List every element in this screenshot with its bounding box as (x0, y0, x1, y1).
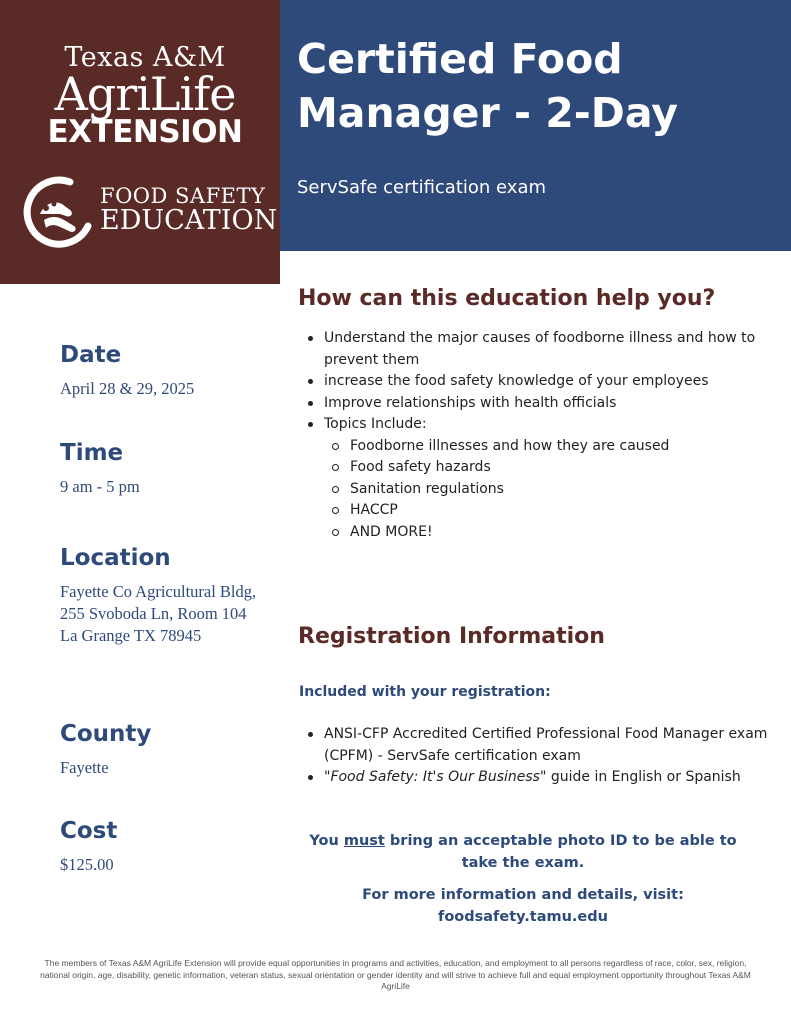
logo-line-extension: EXTENSION (47, 114, 243, 150)
list-item: Foodborne illnesses and how they are caused (324, 436, 782, 458)
topics-list (324, 436, 782, 544)
county-section (60, 721, 151, 779)
guide-description: guide in English or Spanish (546, 769, 741, 785)
guide-title: "Food Safety: It's Our Business" (324, 769, 547, 785)
page-title: Certified Food Manager - 2-Day (297, 35, 678, 137)
equal-opportunity-statement: The members of Texas A&M AgriLife Extension will provide equal opportunities in programs and activities, education, and employment to all persons regardless of race, color, sex, religion, national origin, age, disability, genetic information, veteran status, sexual orientation or gender identity and will strive to achieve full and equal employment opportunity throughout Texas A&M AgriLife (40, 958, 751, 991)
photo-id-note-post: bring an acceptable photo ID to be able to take the exam. (384, 833, 737, 871)
list-item: Understand the major causes of foodborne illness and how to prevent them (300, 328, 782, 371)
cost-label: Cost (60, 818, 118, 844)
list-item-topics (300, 414, 782, 543)
list-item: increase the food safety knowledge of your employees (300, 371, 782, 393)
time-value: 9 am - 5 pm (60, 477, 140, 496)
more-info-block (298, 884, 748, 928)
registration-heading: Registration Information (298, 624, 605, 649)
benefits-list (300, 328, 782, 543)
food-safety-hands-icon (18, 174, 96, 248)
list-item: AND MORE! (324, 522, 782, 544)
date-section (60, 342, 194, 400)
header-banner (280, 0, 791, 251)
list-item: Sanitation regulations (324, 479, 782, 501)
wordmark-food-safety: FOOD SAFETY (100, 184, 266, 208)
location-section (60, 545, 256, 647)
included-list (300, 724, 782, 789)
wordmark-education: EDUCATION (100, 205, 278, 236)
location-label: Location (60, 545, 171, 571)
topics-label: Topics Include: (324, 416, 427, 432)
list-item: ANSI-CFP Accredited Certified Professional Food Manager exam (CPFM) - ServSafe certification exam (300, 724, 782, 767)
logo-line-agrilife: AgriLife (54, 67, 236, 121)
included-label: Included with your registration: (299, 684, 551, 700)
location-value: Fayette Co Agricultural Bldg, 255 Svoboda Ln, Room 104 La Grange TX 78945 (60, 582, 257, 645)
list-item: HACCP (324, 500, 782, 522)
list-item: Food safety hazards (324, 457, 782, 479)
food-safety-education-wordmark (100, 186, 277, 234)
cost-section (60, 818, 117, 876)
logo-block (0, 0, 280, 284)
page-subtitle: ServSafe certification exam (297, 177, 547, 198)
date-label: Date (60, 342, 122, 368)
more-info-text: For more information and details, visit: (362, 887, 684, 903)
photo-id-note-emphasis: must (343, 833, 385, 849)
list-item: Improve relationships with health officials (300, 393, 782, 415)
list-item (300, 767, 782, 789)
time-label: Time (60, 440, 124, 466)
website-link[interactable]: foodsafety.tamu.edu (438, 909, 608, 925)
time-section (60, 440, 140, 498)
county-label: County (60, 721, 152, 747)
agrilife-logo (14, 44, 276, 148)
logo-line-texas-am: Texas A&M (64, 42, 226, 73)
date-value: April 28 & 29, 2025 (60, 379, 195, 398)
county-value: Fayette (60, 758, 109, 777)
photo-id-note (298, 830, 748, 874)
cost-value: $125.00 (60, 855, 114, 874)
benefits-heading: How can this education help you? (298, 286, 716, 311)
photo-id-note-pre: You (309, 833, 344, 849)
